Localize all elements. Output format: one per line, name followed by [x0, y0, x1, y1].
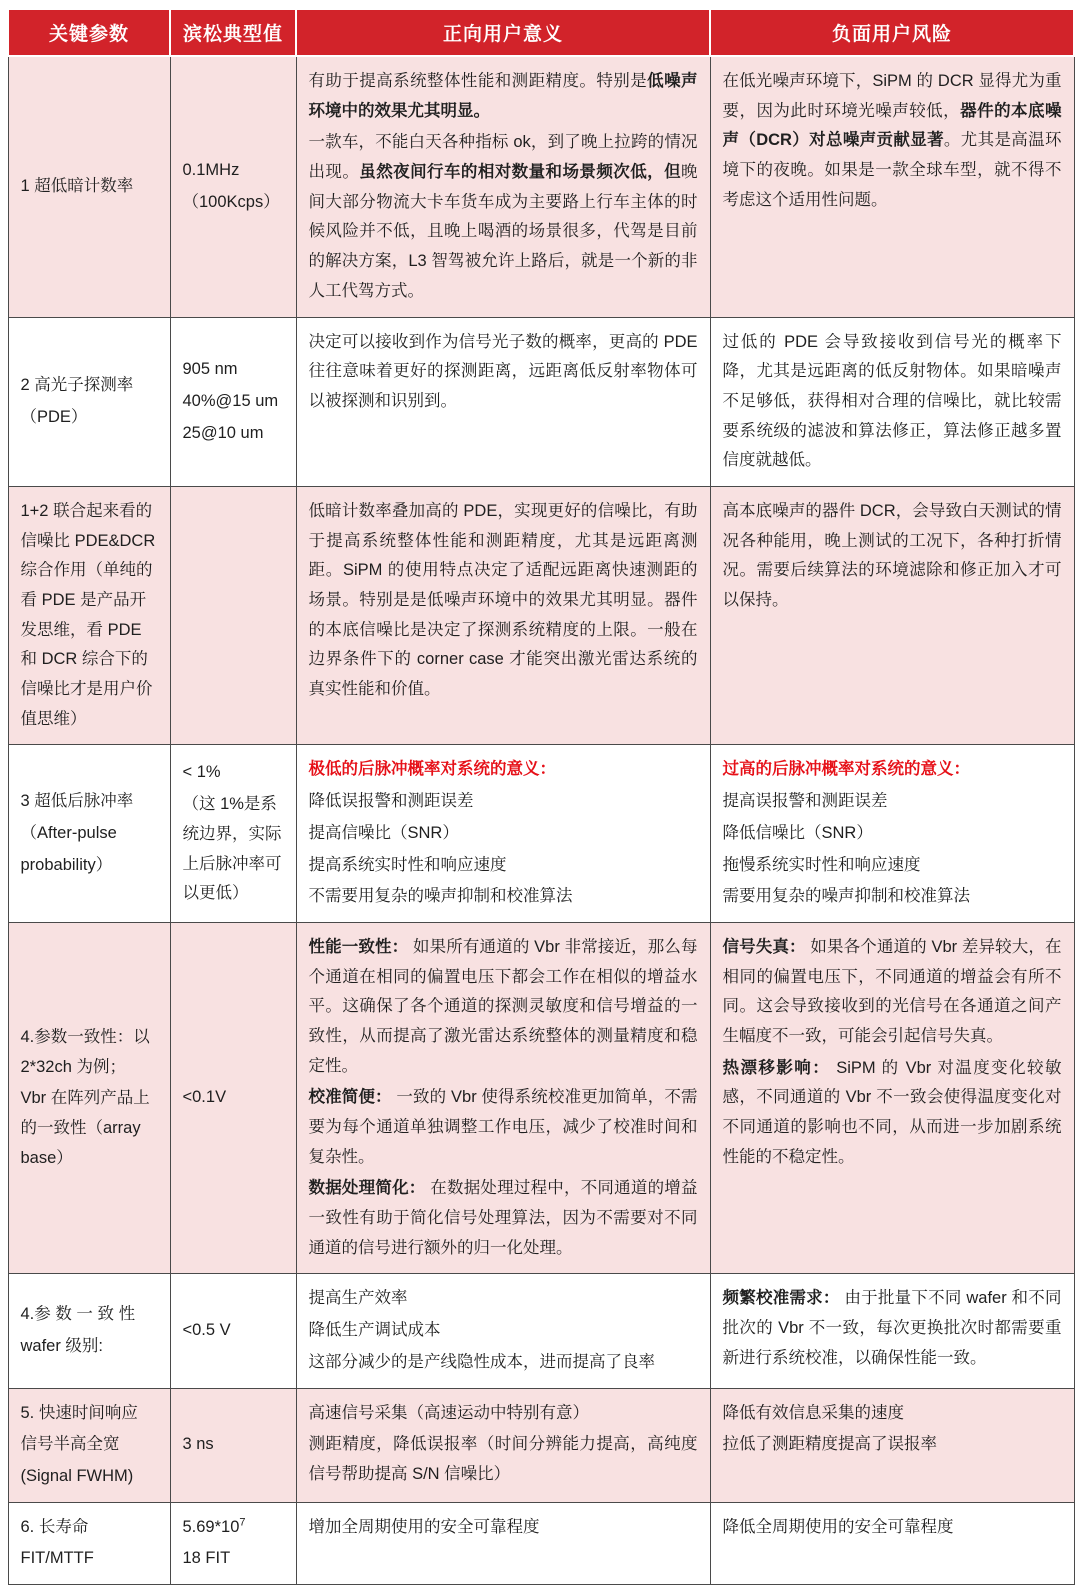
- cell-paragraph: [21, 1544, 158, 1574]
- text-run: 7: [239, 1516, 246, 1529]
- column-header-positive-meaning: 正向用户意义: [296, 9, 710, 56]
- cell-paragraph: [21, 1430, 158, 1460]
- value-cell: [170, 1274, 296, 1388]
- cell-paragraph: [309, 933, 698, 1081]
- text-run: 高速信号采集（高速运动中特别有意）: [308, 1403, 589, 1422]
- text-run: 信号失真：: [722, 937, 806, 956]
- text-run: 低噪声环境中的效果尤其明显。: [308, 72, 698, 120]
- cell-paragraph: [723, 1399, 1062, 1429]
- text-run: 1+2 联合起来看的信噪比 PDE&DCR 综合作用（单纯的看 PDE 是产品开发思维，看 PDE 和 DCR 综合下的信噪比才是用户价值思维）: [20, 501, 156, 728]
- text-run: 由于批量下不同 wafer 和不同批次的 Vbr 不一致，每次更换批次时都需要重新进行系统校准，以确保性能一致。: [722, 1289, 1062, 1367]
- negative-cell: [710, 922, 1074, 1274]
- param-cell: [8, 922, 170, 1274]
- cell-paragraph: [723, 819, 1062, 849]
- value-cell: [170, 1502, 296, 1584]
- text-run: 提高信噪比（SNR）: [308, 823, 459, 842]
- text-run: 。尤其是高温环境下的夜晚。如果是一款全球车型，就不得不考虑这个适用性问题。: [722, 131, 1062, 209]
- text-run: 如果各个通道的 Vbr 差异较大，在相同的偏置电压下，不同通道的增益会有所不同。这会导致接收到的光信号在各通道之间产生幅度不一致，可能会引起信号失真。: [722, 937, 1062, 1045]
- cell-paragraph: [21, 403, 158, 433]
- text-run: 降低生产调试成本: [308, 1321, 441, 1340]
- text-run: 晚间大部分物流大卡车货车成为主要路上行车主体的时候风险并不低，且晚上喝酒的场景很多，代驾是目前的解决方案，L3 智驾被允许上路后，就是一个新的非人工代驾方式。: [308, 163, 698, 300]
- value-cell: [170, 56, 296, 317]
- column-header-negative-risk: 负面用户风险: [710, 9, 1074, 56]
- cell-paragraph: [21, 1399, 158, 1429]
- header-row: [8, 9, 1074, 56]
- cell-paragraph: [309, 1316, 698, 1346]
- negative-cell: [710, 1274, 1074, 1388]
- cell-paragraph: [723, 851, 1062, 881]
- cell-paragraph: [723, 882, 1062, 912]
- text-run: 4.参 数 一 致 性: [20, 1305, 136, 1324]
- text-run: （PDE）: [20, 407, 88, 426]
- text-run: 一致的 Vbr 使得系统校准更加简单，不需要为每个通道单独调整工作电压，减少了校准时间和复杂性。: [308, 1088, 698, 1166]
- positive-cell: [296, 1502, 710, 1584]
- cell-paragraph: [309, 1348, 698, 1378]
- text-run: 测距精度，降低误报率（时间分辨能力提高，高纯度信号帮助提高 S/N 信噪比）: [308, 1435, 698, 1483]
- text-run: 增加全周期使用的安全可靠程度: [308, 1517, 540, 1536]
- text-run: probability）: [20, 855, 113, 874]
- table-body: [8, 56, 1074, 1584]
- cell-paragraph: [723, 1513, 1062, 1543]
- cell-paragraph: [183, 355, 284, 385]
- text-run: 器件的本底噪声（DCR）对总噪声贡献显著: [722, 101, 1062, 150]
- cell-paragraph: [309, 787, 698, 817]
- cell-paragraph: [183, 1513, 284, 1543]
- cell-paragraph: [183, 188, 284, 218]
- cell-paragraph: [183, 1544, 284, 1574]
- text-run: < 1%: [182, 763, 221, 782]
- value-cell: [170, 1388, 296, 1502]
- text-run: 高本底噪声的器件 DCR，会导致白天测试的情况各种能用，晚上测试的工况下，各种打折情况。需要后续算法的环境滤除和修正加入才可以保持。: [722, 501, 1062, 609]
- cell-paragraph: [21, 1462, 158, 1492]
- text-run: 5. 快速时间响应: [20, 1403, 138, 1422]
- table-row: [8, 1274, 1074, 1388]
- cell-paragraph: [723, 497, 1062, 616]
- text-run: 频繁校准需求：: [722, 1289, 840, 1308]
- cell-paragraph: [21, 1332, 158, 1362]
- cell-paragraph: [723, 933, 1062, 1052]
- text-run: 热漂移影响：: [722, 1058, 831, 1077]
- text-run: 4.参数一致性：以 2*32ch 为例；: [20, 1027, 150, 1076]
- positive-cell: [296, 317, 710, 486]
- text-run: 降低误报警和测距误差: [308, 792, 474, 811]
- value-cell: [170, 486, 296, 745]
- param-cell: [8, 56, 170, 317]
- negative-cell: [710, 317, 1074, 486]
- text-run: 40%@15 um: [182, 391, 279, 410]
- cell-paragraph: [309, 1430, 698, 1489]
- table-row: [8, 1502, 1074, 1584]
- cell-paragraph: [21, 1023, 158, 1082]
- cell-paragraph: [723, 328, 1062, 476]
- table-row: [8, 56, 1074, 317]
- cell-paragraph: [723, 755, 1062, 785]
- cell-paragraph: [183, 1083, 284, 1113]
- negative-cell: [710, 486, 1074, 745]
- negative-cell: [710, 1388, 1074, 1502]
- cell-paragraph: [21, 497, 158, 735]
- cell-paragraph: [309, 1513, 698, 1543]
- text-run: 提高系统实时性和响应速度: [308, 855, 507, 874]
- text-run: 过高的后脉冲概率对系统的意义：: [722, 760, 970, 779]
- text-run: 提高生产效率: [308, 1289, 408, 1308]
- text-run: 信号半高全宽: [20, 1435, 120, 1454]
- table-header: [8, 9, 1074, 56]
- text-run: 18 FIT: [182, 1549, 231, 1568]
- text-run: 有助于提高系统整体性能和测距精度。特别是: [308, 72, 648, 90]
- parameter-table: [7, 8, 1075, 1585]
- cell-paragraph: [21, 787, 158, 817]
- text-run: <0.1V: [182, 1088, 227, 1107]
- text-run: 降低有效信息采集的速度: [722, 1403, 904, 1422]
- cell-paragraph: [309, 819, 698, 849]
- cell-paragraph: [21, 1513, 158, 1543]
- text-run: 校准简便：: [308, 1088, 392, 1107]
- positive-cell: [296, 1274, 710, 1388]
- param-cell: [8, 1388, 170, 1502]
- text-run: 在数据处理过程中，不同通道的增益一致性有助于简化信号处理算法，因为不需要对不同通道的信号进行额外的归一化处理。: [308, 1179, 698, 1257]
- cell-paragraph: [309, 328, 698, 417]
- text-run: wafer 级别:: [20, 1336, 104, 1355]
- column-header-typical-value: 滨松典型值: [170, 9, 296, 56]
- cell-paragraph: [183, 387, 284, 417]
- cell-paragraph: [21, 172, 158, 202]
- cell-paragraph: [183, 1316, 284, 1346]
- text-run: 拖慢系统实时性和响应速度: [722, 855, 921, 874]
- text-run: 需要用复杂的噪声抑制和校准算法: [722, 887, 970, 906]
- text-run: 2 高光子探测率: [20, 376, 134, 395]
- param-cell: [8, 317, 170, 486]
- text-run: 在低光噪声环境下，SiPM 的 DCR 显得尤为重要，因为此时环境光噪声较低，: [722, 72, 1062, 120]
- text-run: 一款车，不能白天各种指标 ok，到了晚上拉跨的情况出现。: [308, 133, 698, 182]
- cell-paragraph: [309, 67, 698, 126]
- negative-cell: [710, 56, 1074, 317]
- text-run: （100Kcps）: [182, 192, 280, 211]
- text-run: <0.5 V: [182, 1321, 231, 1340]
- text-run: （这 1%是系统边界，实际上后脉冲率可以更低）: [182, 795, 282, 903]
- text-run: 决定可以接收到作为信号光子数的概率，更高的 PDE 往往意味着更好的探测距离，远距离低反射率物体可以被探测和识别到。: [308, 332, 698, 410]
- cell-paragraph: [183, 1430, 284, 1460]
- cell-paragraph: [309, 1399, 698, 1429]
- cell-paragraph: [21, 819, 158, 849]
- text-run: SiPM 的 Vbr 对温度变化较敏感，不同通道的 Vbr 不一致会使得温度变化对不同通道的影响也不同，从而进一步加剧系统性能的不稳定性。: [722, 1058, 1062, 1166]
- table-row: [8, 317, 1074, 486]
- positive-cell: [296, 1388, 710, 1502]
- text-run: 如果所有通道的 Vbr 非常接近，那么每个通道在相同的偏置电压下都会工作在相似的增益水平。这确保了各个通道的探测灵敏度和信号增益的一致性，从而提高了激光雷达系统整体的测量精度和稳定性。: [308, 937, 698, 1075]
- text-run: 5.69*10: [182, 1517, 240, 1536]
- cell-paragraph: [21, 1084, 158, 1173]
- value-cell: [170, 317, 296, 486]
- text-run: 不需要用复杂的噪声抑制和校准算法: [308, 887, 573, 906]
- text-run: 虽然夜间行车的相对数量和场景频次低，但: [359, 163, 682, 182]
- cell-paragraph: [723, 787, 1062, 817]
- cell-paragraph: [183, 790, 284, 909]
- table-row: [8, 486, 1074, 745]
- cell-paragraph: [723, 67, 1062, 215]
- text-run: Vbr 在阵列产品上的一致性（array base）: [20, 1089, 150, 1167]
- text-run: 数据处理简化：: [308, 1179, 426, 1198]
- cell-paragraph: [21, 1300, 158, 1330]
- table-row: [8, 922, 1074, 1274]
- cell-paragraph: [723, 1284, 1062, 1373]
- text-run: 3 ns: [182, 1435, 214, 1454]
- text-run: 1 超低暗计数率: [20, 176, 134, 195]
- text-run: FIT/MTTF: [20, 1549, 94, 1568]
- text-run: 降低信噪比（SNR）: [722, 823, 873, 842]
- text-run: 过低的 PDE 会导致接收到信号光的概率下降，尤其是远距离的低反射物体。如果暗噪声不足够低，获得相对合理的信噪比，就比较需要系统级的滤波和算法修正，算法修正越多置信度就越低。: [722, 332, 1062, 470]
- cell-paragraph: [723, 1430, 1062, 1460]
- cell-paragraph: [723, 1054, 1062, 1173]
- text-run: 提高误报警和测距误差: [722, 792, 888, 811]
- positive-cell: [296, 486, 710, 745]
- cell-paragraph: [309, 1083, 698, 1172]
- text-run: 性能一致性：: [308, 937, 409, 956]
- text-run: 3 超低后脉冲率: [20, 792, 134, 811]
- text-run: 25@10 um: [182, 423, 264, 442]
- param-cell: [8, 1502, 170, 1584]
- column-header-key-parameter: 关键参数: [8, 9, 170, 56]
- param-cell: [8, 745, 170, 922]
- positive-cell: [296, 922, 710, 1274]
- negative-cell: [710, 745, 1074, 922]
- text-run: 0.1MHz: [182, 161, 240, 180]
- text-run: 极低的后脉冲概率对系统的意义：: [308, 760, 556, 779]
- text-run: 低暗计数率叠加高的 PDE，实现更好的信噪比，有助于提高系统整体性能和测距精度，尤其是远距离测距。SiPM 的使用特点决定了适配远距离快速测距的场景。特别是是低噪声环境中的效果尤其明显。器件的本底信噪比是决定了探测系统精度的上限。一般在边界条件下的 corner case 才能突出激光雷达系统的真实性能和价值。: [308, 501, 698, 699]
- cell-paragraph: [309, 1174, 698, 1263]
- cell-paragraph: [21, 371, 158, 401]
- table-row: [8, 745, 1074, 922]
- cell-paragraph: [309, 882, 698, 912]
- table-row: [8, 1388, 1074, 1502]
- positive-cell: [296, 56, 710, 317]
- value-cell: [170, 922, 296, 1274]
- text-run: 拉低了测距精度提高了误报率: [722, 1435, 937, 1454]
- text-run: 905 nm: [182, 360, 238, 379]
- cell-paragraph: [309, 497, 698, 705]
- cell-paragraph: [309, 851, 698, 881]
- cell-paragraph: [183, 419, 284, 449]
- cell-paragraph: [309, 128, 698, 306]
- positive-cell: [296, 745, 710, 922]
- param-cell: [8, 486, 170, 745]
- param-cell: [8, 1274, 170, 1388]
- value-cell: [170, 745, 296, 922]
- cell-paragraph: [309, 755, 698, 785]
- cell-paragraph: [183, 156, 284, 186]
- negative-cell: [710, 1502, 1074, 1584]
- text-run: 降低全周期使用的安全可靠程度: [722, 1517, 954, 1536]
- cell-paragraph: [309, 1284, 698, 1314]
- cell-paragraph: [183, 758, 284, 788]
- cell-paragraph: [21, 851, 158, 881]
- text-run: 6. 长寿命: [20, 1517, 89, 1536]
- text-run: 这部分减少的是产线隐性成本，进而提高了良率: [308, 1352, 655, 1371]
- text-run: （After-pulse: [20, 823, 117, 842]
- text-run: (Signal FWHM): [20, 1466, 134, 1485]
